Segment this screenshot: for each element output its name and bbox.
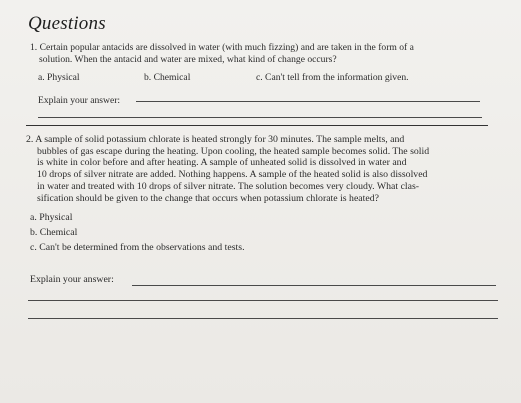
- question-1-option-b[interactable]: b. Chemical: [144, 72, 191, 83]
- question-2-options: [30, 212, 245, 257]
- question-2-line-6: sification should be given to the change that occurs when potassium chlorate is heated?: [37, 192, 379, 204]
- question-1-option-a[interactable]: a. Physical: [38, 72, 80, 83]
- page-title: Questions: [28, 13, 106, 34]
- question-1-line: [30, 42, 500, 54]
- question-2-explain-label: Explain your answer:: [30, 274, 114, 285]
- question-2-answer-line-3[interactable]: [28, 318, 498, 319]
- question-1-explain-label: Explain your answer:: [38, 95, 121, 106]
- section-divider: [26, 125, 488, 126]
- question-2-option-b[interactable]: b. Chemical: [30, 227, 78, 238]
- question-1-line-1: Certain popular antacids are dissolved in water (with much fizzing) and are taken in the form of a: [39, 42, 414, 53]
- question-2-line-4: 10 drops of silver nitrate are added. Nothing happens. A sample of the heated solid is also dissolved: [37, 169, 428, 181]
- question-2-text: [26, 134, 496, 204]
- question-2-line-1: 2. A sample of solid potassium chlorate is heated strongly for 30 minutes. The sample melts, and: [26, 134, 405, 145]
- question-2-line-3: is white in color before and after heating. A sample of unheated solid is dissolved in water and: [37, 157, 407, 169]
- question-2-option-c[interactable]: c. Can't be determined from the observations and tests.: [30, 242, 245, 253]
- question-2-option-a[interactable]: a. Physical: [30, 212, 73, 223]
- question-1-option-c[interactable]: c. Can't tell from the information given.: [256, 72, 409, 83]
- question-1-answer-line-2[interactable]: [38, 117, 482, 118]
- question-2-line-2: bubbles of gas escape during the heating. Upon cooling, the heated sample becomes solid. The solid: [37, 145, 430, 157]
- question-2-line-5: in water and treated with 10 drops of silver nitrate. The solution becomes very cloudy. What clas-: [37, 180, 420, 192]
- question-1-line-2: solution. When the antacid and water are mixed, what kind of change occurs?: [39, 53, 337, 65]
- question-1-number: 1.: [30, 42, 38, 53]
- question-2-answer-line-2[interactable]: [28, 300, 498, 301]
- question-1-text: [30, 42, 500, 65]
- question-2-answer-line-1[interactable]: [132, 285, 496, 286]
- question-1-answer-line-1[interactable]: [136, 101, 480, 102]
